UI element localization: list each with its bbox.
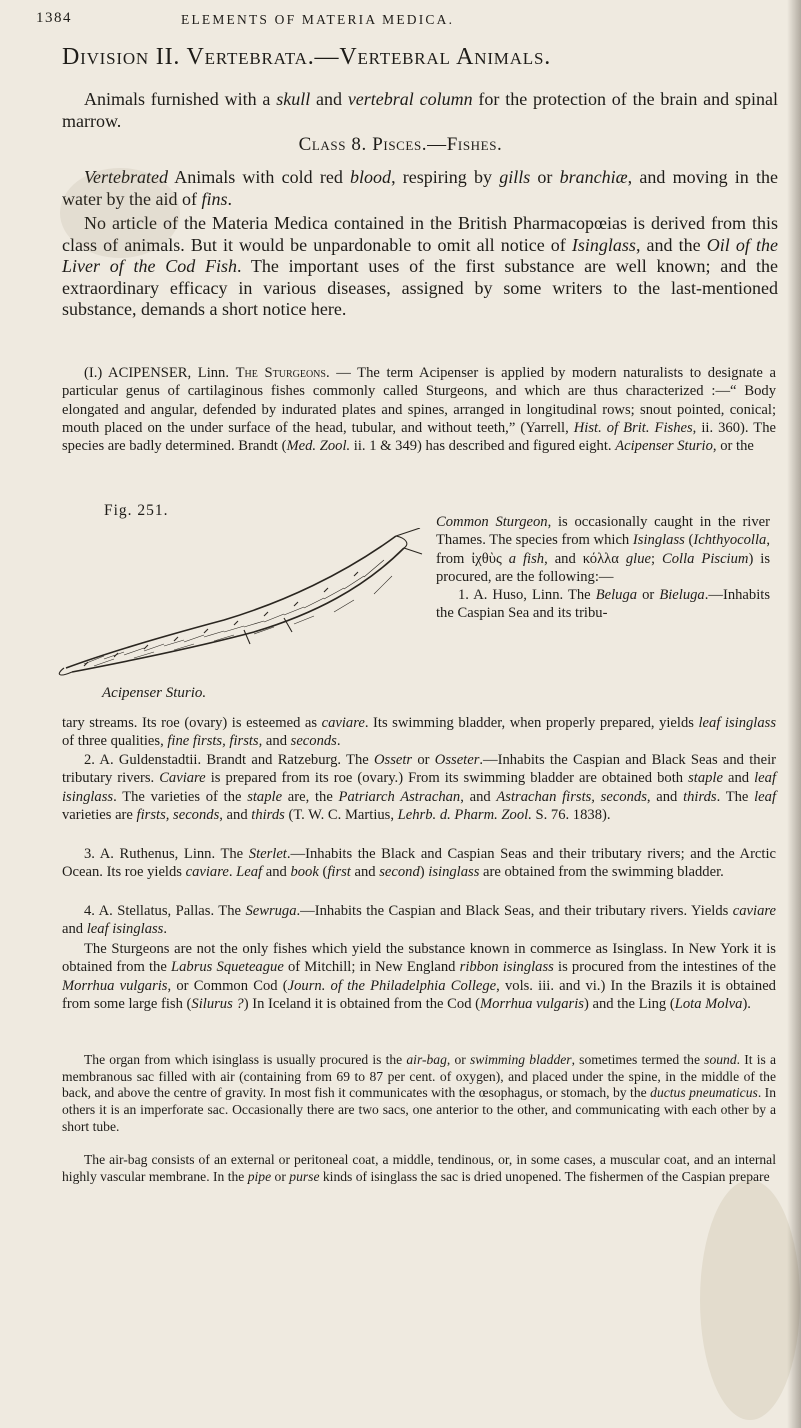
page-edge-shadow [787,0,801,1428]
species-stellatus: 4. A. Stellatus, Pallas. The Sewruga.—Inhabits the Caspian and Black Seas, and their tributary rivers. Yields caviare and leaf isinglass. [62,903,776,938]
materia-medica-paragraph: No article of the Materia Medica contained in the British Pharmacopœias is derived from this class of animals. But it would be unpardonable to omit all notice of Isinglass, and the Oil of the Liver of the Cod Fish. The important uses of the first substance are well known; and the extraordinary efficacy in various diseases, assigned by some writers to the last-mentioned substance, demands a short notice here. [62,213,779,319]
running-head [36,8,776,34]
paper-stain [700,1180,800,1420]
page-number: 1384 [36,10,72,26]
pisces-definition: Vertebrated Animals with cold red blood, respiring by gills or branchiæ, and moving in the water by the aid of fins. [62,167,779,209]
acipenser-paragraph: (I.) ACIPENSER, Linn. The Sturgeons. — The term Acipenser is applied by modern naturalists to designate a particular genus of cartilaginous fishes commonly called Sturgeons, and which are thus characterized :—“ Body elongated and angular, defended by indurated plates and spines, arranged in longitudinal rows; snout pointed, conical; mouth placed on the under surface of the head, tubular, and without teeth,” (Yarrell, Hist. of Brit. Fishes, ii. 360). The species are badly determined. Brandt (Med. Zool. ii. 1 & 349) has described and figured eight. Acipenser Sturio, or the [62,365,776,455]
species-huso: 1. A. Huso, Linn. The Beluga or Bieluga.—Inhabits the Caspian Sea and its tribu- [436,587,770,622]
air-bag-paragraph: The air-bag consists of an external or peritoneal coat, a middle, tendinous, or, in some cases, a muscular coat, and an internal highly vascular membrane. In the pipe or purse kinds of isinglass the sac is dried unopened. The fishermen of the Caspian prepare [62,1152,776,1184]
figure-side-text [436,513,770,623]
species-ruthenus: 3. A. Ruthenus, Linn. The Sterlet.—Inhabits the Black and Caspian Seas and their tributary rivers; and the Arctic Ocean. Its roe yields caviare. Leaf and book (first and second) isinglass are obtained from the swimming bladder. [62,846,776,881]
swimming-bladder-paragraph: The organ from which isinglass is usually procured is the air-bag, or swimming bladder, sometimes termed the sound. It is a membranous sac filled with air (containing from 69 to 87 per cent. of oxygen), and placed under the spine, in the middle of the back, and above the centre of gravity. In most fish it communicates with the œsophagus, or stomach, by the ductus pneumaticus. In others it is an imperforate sac. Occasionally there are two sacs, one anterior to the other, and communicating with each other by a short tube. [62,1052,776,1134]
species-guldenstadtii: 2. A. Guldenstadtii. Brandt and Ratzeburg. The Ossetr or Osseter.—Inhabits the Caspian and Black Seas and their tributary rivers. Caviare is prepared from its roe (ovary.) From its swimming bladder are obtained both staple and leaf isinglass. The varieties of the staple are, the Patriarch Astrachan, and Astrachan firsts, seconds, and thirds. The leaf varieties are firsts, seconds, and thirds (T. W. C. Martius, Lehrb. d. Pharm. Zool. S. 76. 1838). [62,752,777,823]
running-title: ELEMENTS OF MATERIA MEDICA. [181,12,455,27]
division-heading: Division II. Vertebrata.—Vertebral Animals. [62,44,552,70]
isinglass-sources-paragraph: The Sturgeons are not the only fishes which yield the substance known in commerce as Isinglass. In New York it is obtained from the Labrus Squeteague of Mitchill; in New England ribbon isinglass is procured from the intestines of the Morrhua vulgaris, or Common Cod (Journ. of the Philadelphia College, vols. iii. and vi.) In the Brazils it is obtained from some large fish (Silurus ?) In Iceland it is obtained from the Cod (Morrhua vulgaris) and the Ling (Lota Molva). [62,941,776,1012]
common-sturgeon-text: Common Sturgeon, is occasionally caught in the river Thames. The species from which Isinglass (Ichthyocolla, from ἰχθὺς a fish, and κόλλα glue; Colla Piscium) is procured, are the following:— [436,514,771,585]
species-huso-continued: tary streams. Its roe (ovary) is esteemed as caviare. Its swimming bladder, when properly prepared, yields leaf isinglass of three qualities, fine firsts, firsts, and seconds. [62,715,777,750]
vertebrata-intro: Animals furnished with a skull and vertebral column for the protection of the brain and spinal marrow. [62,89,778,131]
figure-caption: Acipenser Sturio. [102,685,207,701]
figure-label: Fig. 251. [104,502,169,519]
sturgeon-illustration [44,528,424,678]
class-heading: Class 8. Pisces.—Fishes. [298,134,503,155]
